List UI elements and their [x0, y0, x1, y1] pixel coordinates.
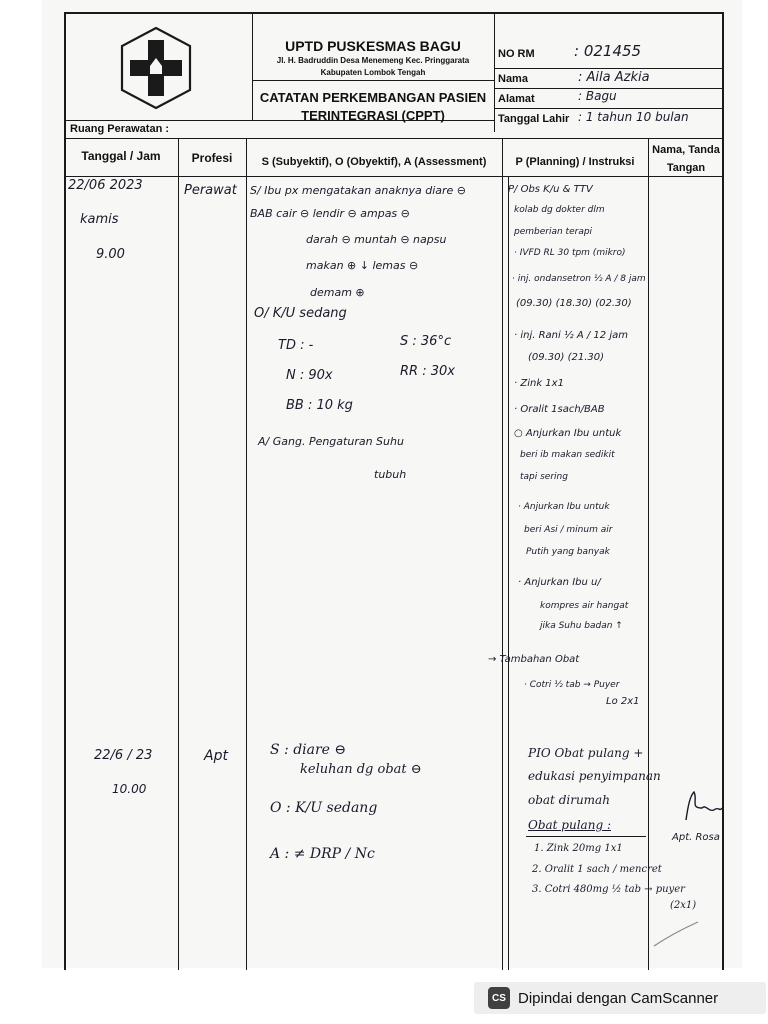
entry1-p-line: (09.30) (18.30) (02.30): [516, 298, 632, 309]
entry1-p-line: tapi sering: [520, 472, 568, 482]
entry1-p-line: P/ Obs K/u & TTV: [508, 184, 593, 195]
entry1-a-line: tubuh: [374, 468, 407, 481]
entry1-o-line: TD : -: [278, 338, 314, 353]
entry2-p-line: 1. Zink 20mg 1x1: [534, 843, 623, 854]
entry1-date: 22/06 2023: [68, 178, 143, 193]
ruang-perawatan-label: Ruang Perawatan :: [70, 123, 170, 135]
col-tanggal: Tanggal / Jam: [81, 149, 161, 163]
entry1-o-line: RR : 30x: [400, 364, 455, 379]
camscanner-icon: CS: [488, 987, 510, 1009]
entry1-s-line: demam ⊕: [310, 286, 365, 299]
entry1-p-line: beri Asi / minum air: [524, 525, 613, 535]
no-rm-value: : 021455: [574, 42, 642, 60]
entry1-p-line: · Anjurkan Ibu untuk: [518, 502, 610, 512]
entry1-o-line: N : 90x: [286, 368, 333, 383]
entry1-s-line: S/ Ibu px mengatakan anaknya diare ⊖: [250, 184, 467, 197]
entry2-signature-name: Apt. Rosa: [672, 832, 720, 843]
col-ttd-2: Tangan: [666, 162, 706, 174]
entry2-s-line: keluhan dg obat ⊖: [300, 762, 422, 777]
alamat-value: : Bagu: [578, 89, 617, 103]
entry2-profesi: Apt: [204, 748, 228, 764]
entry2-s-line: S : diare ⊖: [270, 742, 347, 758]
org-address-2: Kabupaten Lombok Tengah: [320, 68, 426, 77]
camscanner-badge: [474, 982, 766, 1014]
entry1-p-line: · Cotri ½ tab → Puyer: [524, 680, 620, 690]
tgl-lahir-value: : 1 tahun 10 bulan: [578, 110, 689, 124]
entry1-day: kamis: [80, 212, 119, 227]
entry2-p-line: obat dirumah: [528, 793, 610, 807]
alamat-label: Alamat: [498, 93, 535, 105]
entry1-p-line: · inj. Rani ½ A / 12 jam: [514, 330, 628, 341]
entry2-p-line: (2x1): [670, 900, 697, 911]
entry1-a-line: A/ Gang. Pengaturan Suhu: [258, 435, 404, 448]
entry2-p-line: edukasi penyimpanan: [528, 769, 661, 783]
entry1-p-line: → Tambahan Obat: [488, 654, 580, 665]
entry2-p-line: 2. Oralit 1 sach / mencret: [532, 864, 662, 875]
entry1-time: 9.00: [96, 247, 125, 262]
entry1-s-line: darah ⊖ muntah ⊖ napsu: [306, 233, 447, 246]
entry2-date: 22/6 / 23: [94, 748, 153, 763]
nama-label: Nama: [498, 73, 528, 85]
pen-mark: [652, 918, 702, 948]
entry1-p-line: jika Suhu badan ↑: [540, 621, 623, 631]
nama-value: : Aila Azkia: [578, 70, 650, 85]
col-ttd-1: Nama, Tanda: [652, 144, 720, 156]
entry1-o-line: BB : 10 kg: [286, 398, 353, 413]
entry2-p-line: 3. Cotri 480mg ½ tab → puyer: [532, 884, 685, 895]
entry1-o-line: O/ K/U sedang: [254, 306, 347, 321]
entry1-p-line: · Anjurkan Ibu u/: [518, 577, 601, 588]
entry1-o-line: S : 36°c: [400, 334, 452, 349]
tgl-lahir-label: Tanggal Lahir: [498, 113, 570, 125]
entry1-p-line: kompres air hangat: [540, 601, 629, 611]
entry1-p-line: Putih yang banyak: [526, 547, 610, 557]
entry1-p-line: (09.30) (21.30): [528, 352, 605, 363]
entry1-p-line: Lo 2x1: [606, 696, 640, 707]
entry2-p-line: PIO Obat pulang +: [528, 746, 644, 760]
entry1-s-line: BAB cair ⊖ lendir ⊖ ampas ⊖: [250, 207, 410, 220]
entry1-p-line: · IVFD RL 30 tpm (mikro): [514, 248, 626, 258]
col-profesi: Profesi: [191, 151, 233, 165]
entry1-p-line: · Oralit 1sach/BAB: [514, 404, 605, 415]
entry1-p-line: kolab dg dokter dlm: [514, 205, 605, 215]
entry1-p-line: · inj. ondansetron ½ A / 8 jam: [512, 274, 646, 284]
org-address-1: Jl. H. Badruddin Desa Menemeng Kec. Pringgarata: [276, 56, 470, 65]
entry2-p-line: Obat pulang :: [528, 818, 611, 832]
signature-scribble: [680, 786, 724, 826]
no-rm-label: NO RM: [498, 48, 535, 60]
entry2-o-line: O : K/U sedang: [270, 800, 378, 816]
col-soa: S (Subyektif), O (Obyektif), A (Assessment): [261, 156, 487, 168]
col-plan: P (Planning) / Instruksi: [515, 156, 635, 168]
entry1-p-line: ○ Anjurkan Ibu untuk: [514, 428, 622, 439]
camscanner-text: Dipindai dengan CamScanner: [518, 989, 719, 1007]
form-title-2: TERINTEGRASI (CPPT): [301, 108, 445, 123]
form-title-1: CATATAN PERKEMBANGAN PASIEN: [259, 90, 487, 105]
org-name: UPTD PUSKESMAS BAGU: [285, 38, 461, 54]
entry1-s-line: makan ⊕ ↓ lemas ⊖: [306, 259, 419, 272]
entry1-profesi: Perawat: [184, 183, 237, 198]
entry2-a-line: A : ≠ DRP / Nc: [270, 846, 375, 862]
entry1-p-line: pemberian terapi: [514, 227, 593, 237]
entry1-p-line: beri ib makan sedikit: [520, 450, 615, 460]
entry2-time: 10.00: [112, 782, 147, 796]
entry1-p-line: · Zink 1x1: [514, 378, 564, 389]
